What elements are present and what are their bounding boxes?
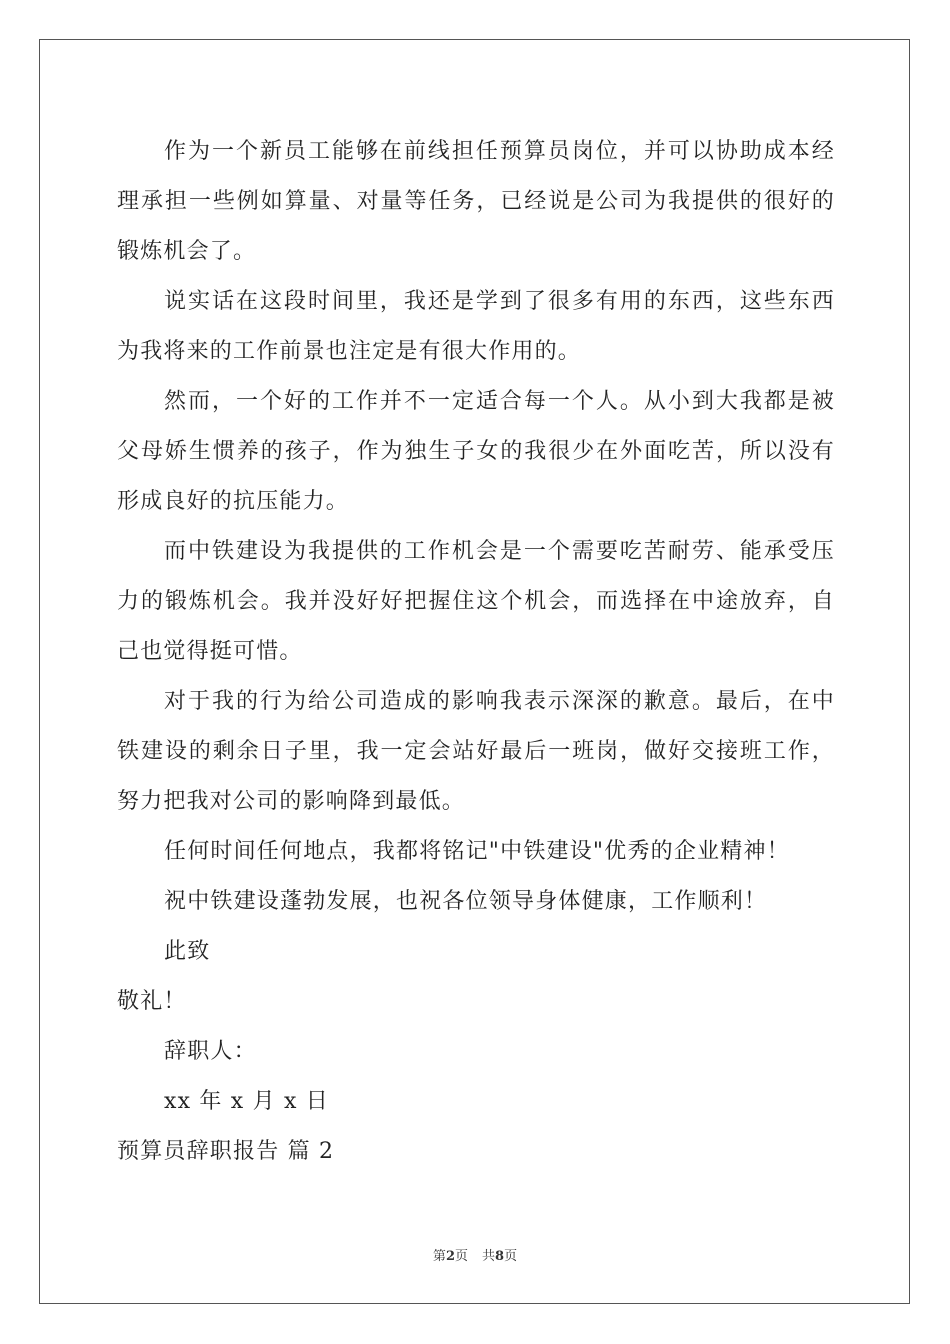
footer-page-number: 2 (445, 1249, 455, 1264)
footer-total-prefix: 共 (482, 1249, 496, 1264)
closing-jingli: 敬礼！ (117, 989, 187, 1014)
paragraph-5: 对于我的行为给公司造成的影响我表示深深的歉意。最后，在中铁建设的剩余日子里，我一定会站好最后一班岗，做好交接班工作，努力把我对公司的影响降到最低。 (117, 689, 835, 814)
footer-page-prefix: 第 (432, 1249, 446, 1264)
page-footer (0, 1245, 950, 1264)
paragraph-7: 祝中铁建设蓬勃发展，也祝各位领导身体健康，工作顺利！ (164, 889, 768, 914)
paragraph-1: 作为一个新员工能够在前线担任预算员岗位，并可以协助成本经理承担一些例如算量、对量等任务，已经说是公司为我提供的很好的锻炼机会了。 (117, 139, 835, 264)
paragraph-4: 而中铁建设为我提供的工作机会是一个需要吃苦耐劳、能承受压力的锻炼机会。我并没好好把握住这个机会，而选择在中途放弃，自己也觉得挺可惜。 (117, 539, 835, 664)
paragraph-3: 然而，一个好的工作并不一定适合每一个人。从小到大我都是被父母娇生惯养的孩子，作为独生子女的我很少在外面吃苦，所以没有形成良好的抗压能力。 (117, 389, 835, 514)
footer-total-number: 8 (495, 1249, 505, 1264)
document-body (117, 127, 835, 1177)
signer-label: 辞职人： (164, 1039, 257, 1064)
paragraph-6: 任何时间任何地点，我都将铭记"中铁建设"优秀的企业精神！ (164, 839, 790, 864)
signature-date: xx 年 x 月 x 日 (164, 1089, 329, 1114)
paragraph-2: 说实话在这段时间里，我还是学到了很多有用的东西，这些东西为我将来的工作前景也注定是有很大作用的。 (117, 289, 835, 364)
footer-total-suffix: 页 (504, 1249, 518, 1264)
footer-page-suffix: 页 (454, 1249, 468, 1264)
closing-cizhi: 此致 (164, 939, 211, 964)
next-section-title: 预算员辞职报告 篇 2 (117, 1139, 335, 1164)
